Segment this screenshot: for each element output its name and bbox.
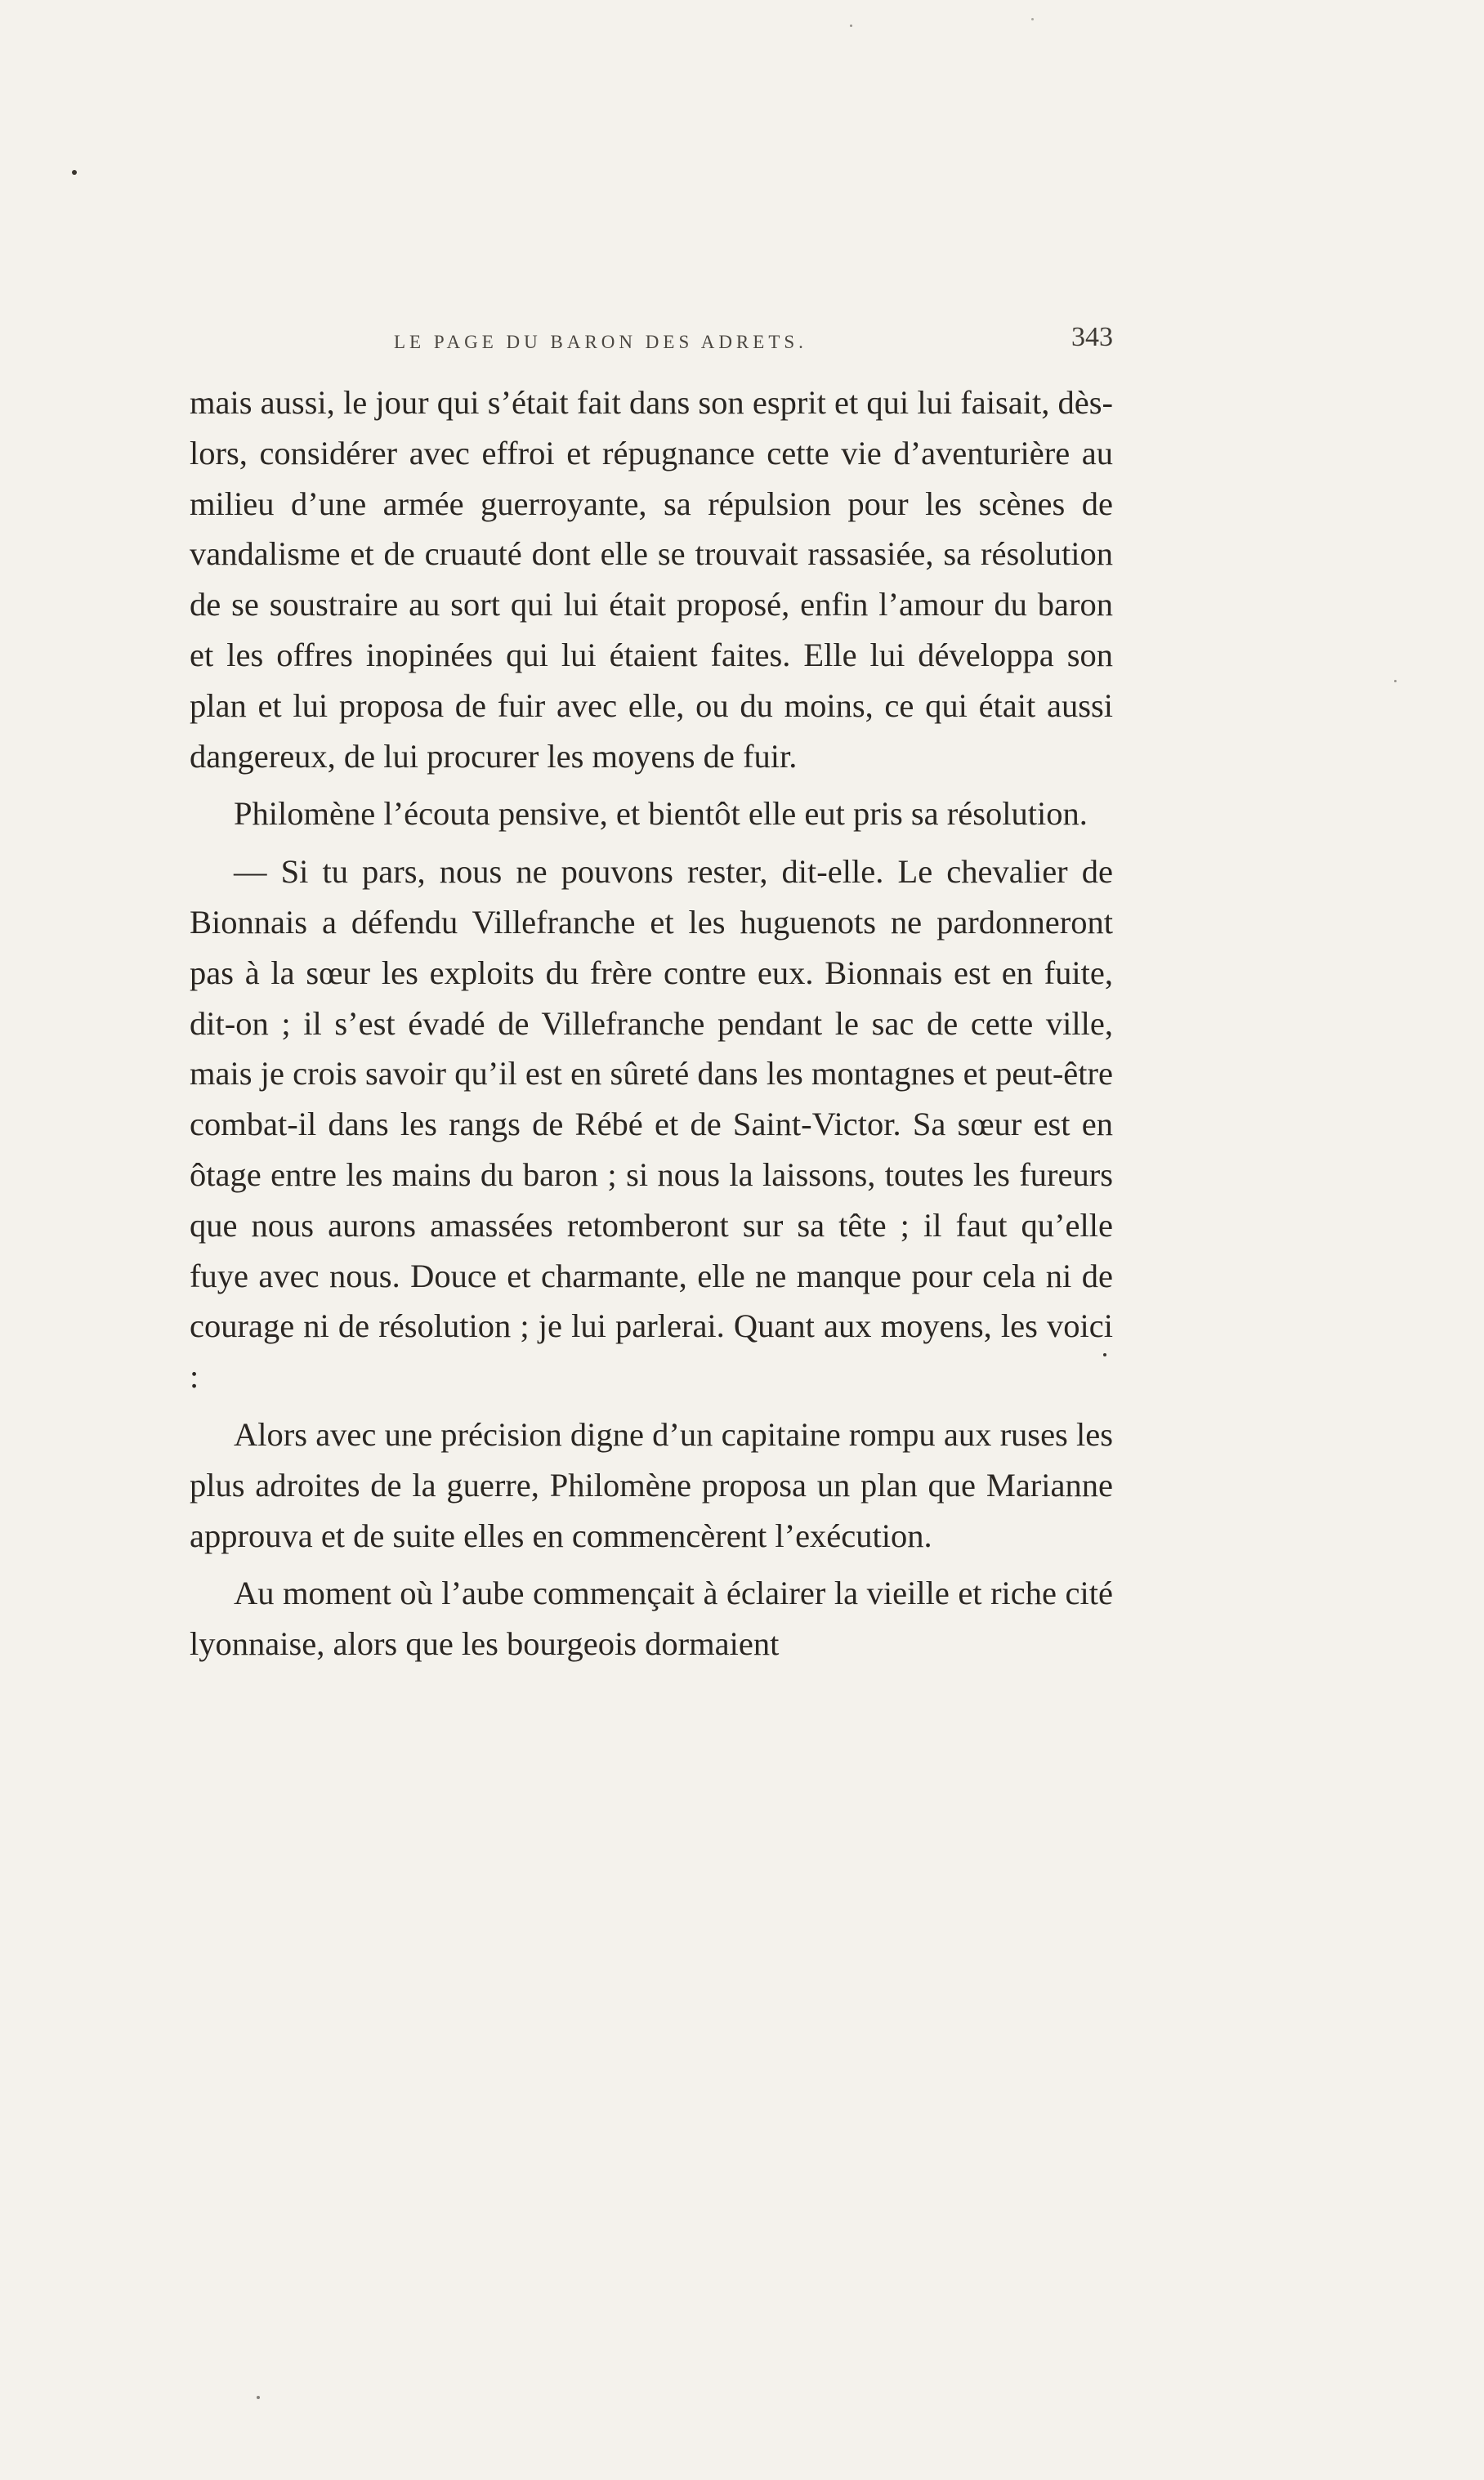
page-number: 343: [1071, 322, 1113, 352]
ink-speck: [1394, 680, 1397, 682]
paragraph: Philomène l’écouta pensive, et bientôt elle eut pris sa résolution.: [234, 795, 1088, 833]
running-title: LE PAGE DU BARON DES ADRETS.: [394, 332, 807, 352]
running-head: [190, 322, 1113, 371]
paragraph: Au moment où l’aube commençait à éclairer la vieille et riche cité lyonnaise, alors que les bourgeois dormaient: [190, 1575, 1113, 1663]
ink-speck: [850, 25, 852, 27]
body-text: [190, 378, 1113, 1677]
ink-speck: [1031, 18, 1034, 20]
ink-speck: [72, 170, 77, 175]
paragraph: mais aussi, le jour qui s’était fait dans son esprit et qui lui faisait, dès-lors, considérer avec effroi et répugnance cette vie d’aventurière au milieu d’une armée guerroyante, sa répulsion pour les scènes de vandalisme et de cruauté dont elle se trouvait rassasiée, sa résolution de se soustraire au sort qui lui était proposé, enfin l’amour du baron et les offres inopinées qui lui étaient faites. Elle lui développa son plan et lui proposa de fuir avec elle, ou du moins, ce qui était aussi dangereux, de lui procurer les moyens de fuir.: [190, 384, 1113, 775]
paragraph: Alors avec une précision digne d’un capitaine rompu aux ruses les plus adroites de la guerre, Philomène proposa un plan que Marianne approuva et de suite elles en commencèrent l’exécution.: [190, 1415, 1113, 1554]
ink-speck: [257, 2396, 260, 2399]
paragraph: — Si tu pars, nous ne pouvons rester, dit-elle. Le chevalier de Bionnais a défendu Villefranche et les huguenots ne pardonneront pas à la sœur les exploits du frère contre eux. Bionnais est en fuite, dit-on ; il s’est évadé de Villefranche pendant le sac de cette ville, mais je crois savoir qu’il est en sûreté dans les montagnes et peut-être combat-il dans les rangs de Rébé et de Saint-Victor. Sa sœur est en ôtage entre les mains du baron ; si nous la laissons, toutes les fureurs que nous aurons amassées retomberont sur sa tête ; il faut qu’elle fuye avec nous. Douce et charmante, elle ne manque pour cela ni de courage ni de résolution ; je lui parlerai. Quant aux moyens, les voici :: [190, 853, 1113, 1396]
